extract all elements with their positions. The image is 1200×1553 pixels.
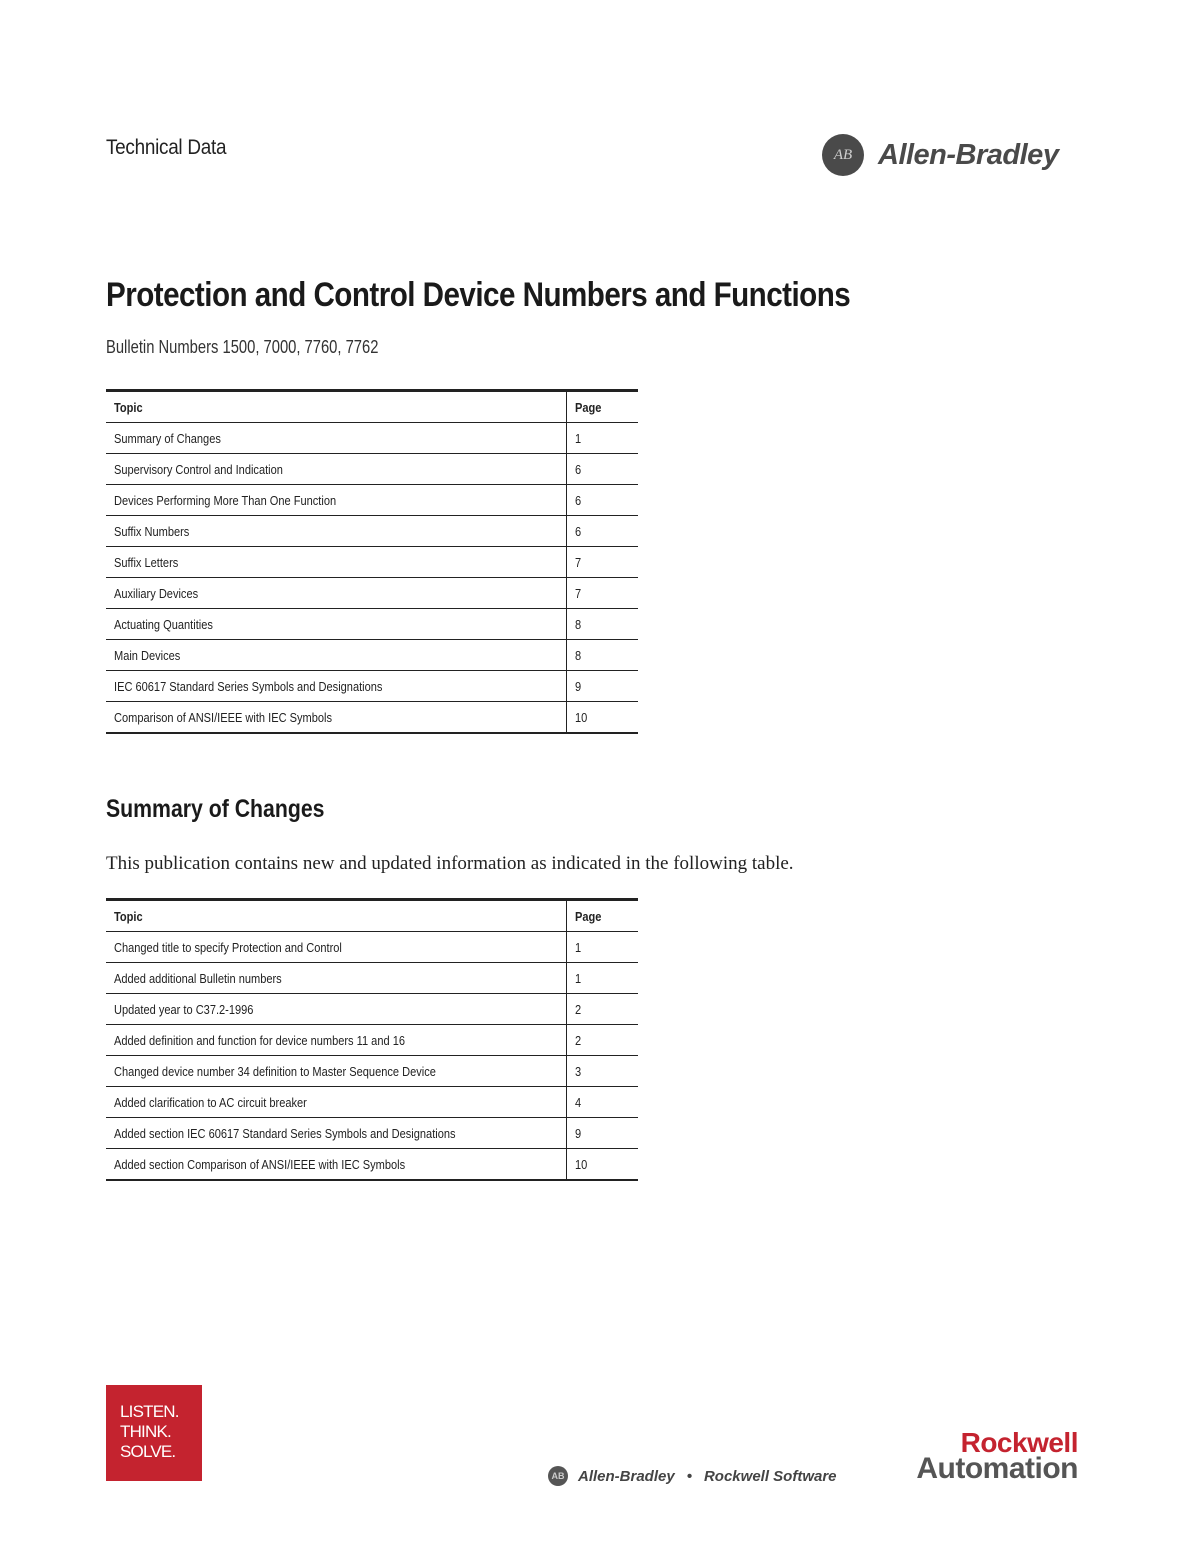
row-topic-cell: Changed device number 34 definition to Master Sequence Device [106,1056,567,1087]
row-topic-cell: Main Devices [106,640,567,671]
footer-separator: • [686,1467,692,1485]
row-page-cell: 1 [567,423,639,454]
column-header-page: Page [567,391,639,423]
row-topic-cell: Added section IEC 60617 Standard Series Symbols and Designations [106,1118,567,1149]
column-header-topic: Topic [106,900,567,932]
row-topic-cell: Supervisory Control and Indication [106,454,567,485]
table-row [106,547,638,578]
table-row [106,516,638,547]
row-topic-cell: Summary of Changes [106,423,567,454]
table-row [106,640,638,671]
table-row [106,671,638,702]
row-page-cell: 8 [567,609,639,640]
section-heading-summary: Summary of Changes [106,795,325,823]
row-topic-cell: IEC 60617 Standard Series Symbols and Designations [106,671,567,702]
footer-brand-allen-bradley: Allen-Bradley [578,1467,675,1485]
row-topic-cell: Added definition and function for device numbers 11 and 16 [106,1025,567,1056]
row-topic-cell: Actuating Quantities [106,609,567,640]
changes-table [106,898,638,1181]
rockwell-logo-line2: Automation [916,1452,1078,1485]
row-page-cell: 8 [567,640,639,671]
row-page-cell: 6 [567,454,639,485]
footer-brand-line [548,1466,837,1486]
table-row [106,485,638,516]
table-row [106,1087,638,1118]
slogan-line: SOLVE. [120,1442,176,1461]
listen-think-solve-badge [106,1385,202,1481]
row-page-cell: 9 [567,671,639,702]
table-row [106,454,638,485]
row-page-cell: 9 [567,1118,639,1149]
row-topic-cell: Added additional Bulletin numbers [106,963,567,994]
table-row [106,994,638,1025]
row-page-cell: 6 [567,516,639,547]
allen-bradley-wordmark: Allen-Bradley [878,138,1059,171]
footer-brand-rockwell-software: Rockwell Software [703,1467,837,1485]
row-topic-cell: Updated year to C37.2-1996 [106,994,567,1025]
row-topic-cell: Suffix Letters [106,547,567,578]
row-page-cell: 7 [567,547,639,578]
row-page-cell: 7 [567,578,639,609]
row-topic-cell: Comparison of ANSI/IEEE with IEC Symbols [106,702,567,734]
row-page-cell: 6 [567,485,639,516]
table-row [106,1025,638,1056]
row-page-cell: 4 [567,1087,639,1118]
column-header-topic: Topic [106,391,567,423]
ab-seal-icon: AB [548,1466,568,1486]
table-header-row [106,900,638,932]
ab-seal-icon: AB [822,134,864,176]
table-row [106,1149,638,1181]
row-topic-cell: Changed title to specify Protection and Control [106,932,567,963]
row-topic-cell: Auxiliary Devices [106,578,567,609]
toc-table [106,389,638,734]
table-row [106,932,638,963]
row-page-cell: 3 [567,1056,639,1087]
column-header-page: Page [567,900,639,932]
summary-intro-text: This publication contains new and updated information as indicated in the following table. [106,853,794,874]
document-type-label: Technical Data [106,136,227,159]
table-row [106,1056,638,1087]
table-row [106,578,638,609]
table-row [106,702,638,734]
slogan-line: LISTEN. [120,1402,179,1421]
row-topic-cell: Devices Performing More Than One Function [106,485,567,516]
table-header-row [106,391,638,423]
row-page-cell: 10 [567,702,639,734]
rockwell-automation-logo [870,1427,1078,1485]
row-topic-cell: Added clarification to AC circuit breaker [106,1087,567,1118]
allen-bradley-logo [822,134,1058,176]
table-row [106,1118,638,1149]
page-title: Protection and Control Device Numbers and Functions [106,276,851,314]
slogan-line: THINK. [120,1422,171,1441]
row-topic-cell: Added section Comparison of ANSI/IEEE with IEC Symbols [106,1149,567,1181]
changes-table-body [106,932,638,1181]
row-page-cell: 1 [567,963,639,994]
table-row [106,423,638,454]
table-row [106,963,638,994]
rockwell-logo-line1: Rockwell [960,1427,1078,1458]
row-page-cell: 10 [567,1149,639,1181]
row-page-cell: 1 [567,932,639,963]
row-page-cell: 2 [567,994,639,1025]
row-page-cell: 2 [567,1025,639,1056]
bulletin-numbers: Bulletin Numbers 1500, 7000, 7760, 7762 [106,337,379,357]
row-topic-cell: Suffix Numbers [106,516,567,547]
toc-table-body [106,423,638,734]
table-row [106,609,638,640]
